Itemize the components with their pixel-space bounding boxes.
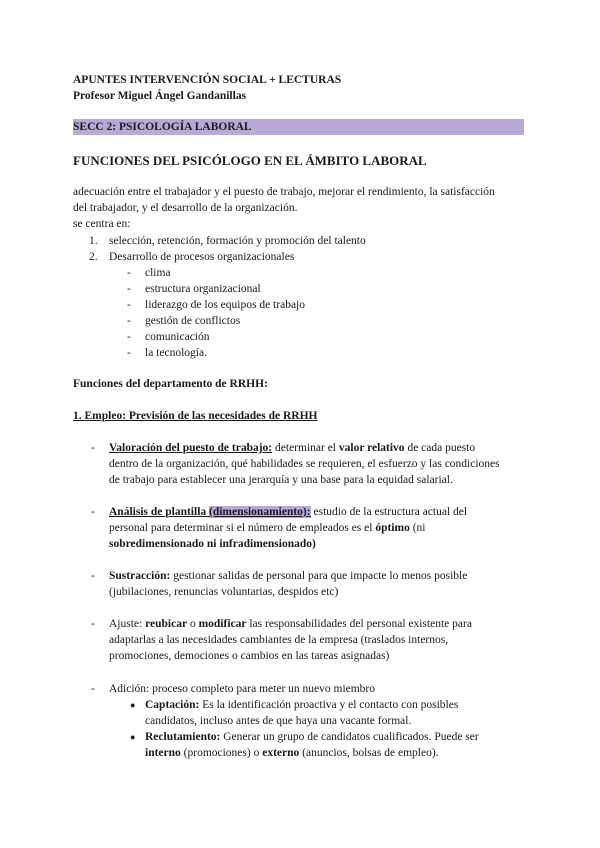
list-item: Desarrollo de procesos organizacionales [109, 251, 295, 263]
adicion-line: Adición: proceso completo para meter un nuevo miembro [109, 683, 376, 695]
text-run: Generar un grupo de candidatos cualificados. Puede ser [220, 731, 479, 743]
ajuste-line-1 [109, 616, 539, 632]
bold-run: valor relativo [338, 442, 405, 454]
bold-run: externo [262, 747, 300, 759]
sub-list-item: la tecnología. [145, 347, 207, 359]
empleo-heading: 1. Empleo: Previsión de las necesidades de RRHH [73, 410, 318, 422]
list-number: 1. [89, 235, 98, 247]
dash-marker: - [91, 618, 95, 630]
text-run: (anuncios, bolsas de empleo). [299, 747, 439, 759]
text-run: personal para determinar si el número de empleados es el [109, 522, 376, 534]
sub-list-item: clima [145, 267, 171, 279]
text-run: estudio de la estructura actual del [310, 506, 468, 518]
bold-run: interno [145, 747, 181, 759]
intro-line-1: adecuación entre el trabajador y el puesto de trabajo, mejorar el rendimiento, la satisfacción [73, 186, 495, 198]
bold-run: modificar [198, 618, 247, 630]
dash-marker: - [91, 506, 95, 518]
sub-list-item: comunicación [145, 331, 210, 343]
captacion-label: Captación: [145, 699, 200, 711]
bold-run: óptimo [375, 522, 410, 534]
list-item: selección, retención, formación y promoción del talento [109, 235, 366, 247]
text-run: determinar el [272, 442, 339, 454]
ajuste-line-3: promociones, demociones o cambios en las tareas asignadas) [109, 650, 390, 662]
list-number: 2. [89, 251, 98, 263]
sub-list-item: gestión de conflictos [145, 315, 241, 327]
analisis-line-3: sobredimensionado ni infradimensionado) [109, 538, 316, 550]
funciones-heading: Funciones del departamento de RRHH: [73, 378, 268, 390]
reclutamiento-label: Reclutamiento: [145, 731, 221, 743]
dash-marker: - [127, 299, 131, 311]
text-run: o [187, 618, 199, 630]
dash-marker: - [91, 570, 95, 582]
text-run: Ajuste: [109, 618, 146, 630]
dash-marker: - [127, 347, 131, 359]
sustraccion-line-1 [109, 568, 539, 584]
doc-header-line1: APUNTES INTERVENCIÓN SOCIAL + LECTURAS [73, 74, 342, 86]
page-title: FUNCIONES DEL PSICÓLOGO EN EL ÁMBITO LABORAL [73, 153, 427, 168]
valoracion-line-2: dentro de la organización, qué habilidades se requieren, el esfuerzo y las condiciones [109, 458, 500, 470]
valoracion-label: Valoración del puesto de trabajo: [109, 442, 273, 454]
text-run: las responsabilidades del personal existente para [246, 618, 472, 630]
reclutamiento-line-2 [145, 745, 545, 761]
intro-line-2: del trabajador, y el desarrollo de la organización. [73, 202, 298, 214]
text-run: de cada puesto [404, 442, 476, 454]
intro-line-3: se centra en: [73, 218, 131, 230]
ajuste-line-2: adaptarlas a las necesidades cambiantes de la empresa (traslados internos, [109, 634, 449, 646]
analisis-line-1 [109, 504, 539, 520]
dash-marker: - [127, 331, 131, 343]
reclutamiento-line-1 [145, 729, 545, 745]
analisis-label: Análisis de plantilla [109, 506, 210, 518]
captacion-line-1 [145, 697, 545, 713]
dash-marker: - [127, 315, 131, 327]
sub-list-item: estructura organizacional [145, 283, 261, 295]
section-banner: SECC 2: PSICOLOGÍA LABORAL [73, 119, 524, 135]
valoracion-line-1 [109, 440, 539, 456]
analisis-line-2 [109, 520, 539, 536]
sustraccion-line-2: (jubilaciones, renuncias voluntarias, despidos etc) [109, 586, 339, 598]
sub-list-item: liderazgo de los equipos de trabajo [145, 299, 305, 311]
text-run: Es la identificación proactiva y el contacto con posibles [199, 699, 459, 711]
valoracion-line-3: de trabajo para establecer una jerarquía y una base para la equidad salarial. [109, 474, 453, 486]
dash-marker: - [91, 442, 95, 454]
dash-marker: - [91, 683, 95, 695]
bullet-icon: ● [130, 700, 136, 710]
bullet-icon: ● [130, 732, 136, 742]
doc-header-line2: Profesor Miguel Ángel Gandanillas [73, 90, 247, 102]
analisis-highlight: (dimensionamiento): [209, 506, 311, 518]
sustraccion-label: Sustracción: [109, 570, 171, 582]
bold-run: reubicar [145, 618, 188, 630]
text-run: (promociones) o [180, 747, 263, 759]
text-run: (ni [409, 522, 426, 534]
dash-marker: - [127, 267, 131, 279]
captacion-line-2: candidatos, incluso antes de que haya una vacante formal. [145, 715, 412, 727]
dash-marker: - [127, 283, 131, 295]
text-run: gestionar salidas de personal para que impacte lo menos posible [170, 570, 468, 582]
